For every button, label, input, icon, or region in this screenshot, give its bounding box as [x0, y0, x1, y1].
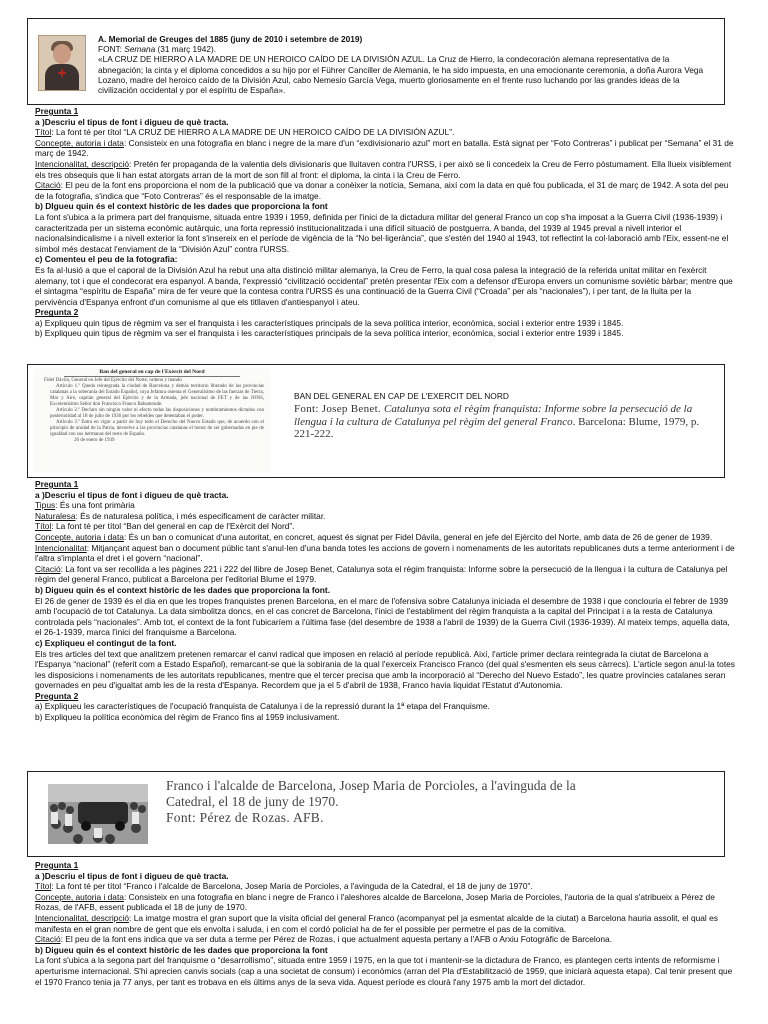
portrait-photo: [38, 35, 86, 91]
answer-concepte: Concepte, autoria i data: És un ban o comunicat d'una autoritat, en concret, aquest és signat per Fidel Dávila, general en jefe del Ejército del Norte, amb data de 26 de gener de 1939.: [35, 531, 713, 542]
question-b: b) Digueu quin és el context històric de les dades que proporciona la font: [35, 944, 328, 955]
answer-concepte: Concepte, autoria i data: Consisteix en una fotografia en blanc i negre de Franco i l'aleshores alcalde de Barcelona, Josep Maria de Porcioles, l'autoria de la qual s'atribueix a Pérez de Rozas, de l'AFB, essent publicada el 18 de juny de 1970.: [35, 891, 715, 913]
source-box-2: [27, 364, 725, 478]
pregunta-2-b: b) Expliqueu quin tipus de règmim va ser el franquista i les característiques principals de la seva política interior, econòmica, social i exterior entre 1939 i 1845.: [35, 328, 624, 339]
answer-titol: Títol: La font té per títol “Ban del general en cap de l'Exèrcit del Nord”.: [35, 521, 295, 532]
answer-tipus: Tipus: És una font primària: [35, 500, 135, 511]
question-a: a )Descriu el tipus de font i digueu de què tracta.: [35, 870, 229, 881]
question-a: a )Descriu el tipus de font i digueu de què tracta.: [35, 489, 229, 500]
answer-b: La font s'ubica a la primera part del franquisme, situada entre 1939 i 1959, definida per l'inici de la dictadura militar del general Franco un cop s'ha imposat a la Guerra Civil (1936-1939) i caracteritzada per un sistema econòmic autàrquic, una forta repressió institucionalitzada i una difícil situació de postguerra. A banda, del 1939 al 1945 preval a nivell interior el nacionalsindicalisme i a nivell exterior la font s'insereix en el període de vigència de la “No bel·ligerància”, que s'estén del 1940 al 1943, tot reflectint la col·laboració amb l'Eix, essent-ne el símbol més destacat l'enviament de la “División Azul” contra l'URSS.: [35, 211, 729, 254]
pregunta-1-heading: Pregunta 1: [35, 479, 79, 489]
question-c: c) Comenteu el peu de la fotografia:: [35, 254, 178, 265]
answer-concepte: Concepte, autoria i data: Consisteix en una fotografia en blanc i negre de la mare d'un “exdivisionario azul” mort en batalla. Està signat per “Foto Contreras” i publicat per “Semana” el 31 de març de 1942.: [35, 137, 734, 159]
pregunta-2-heading: Pregunta 2: [35, 690, 79, 701]
question-b: b) DIgueu quin és el context històric de les dades que proporciona la font: [35, 201, 328, 212]
answer-citacio: Citació: El peu de la font ens proporciona el nom de la publicació que va donar a conèixer la notícia, Semana, així com la data en què fou publicada, el 31 de març de 1942. A sota del peu de la fotografia, s'indica que “Foto Contreras” és el responsable de la imatge.: [35, 180, 729, 201]
answer-b: El 26 de gener de 1939 és el dia en que les tropes franquistes prenen Barcelona, en el marc de l'ofensiva sobre Catalunya iniciada el desembre de 1938 i que conclouria el febrer de 1939 amb l'ocupació de tot Catalunya. La data simbolitza doncs, en el cas concret de Barcelona, l'inici de l'establiment del règim franquista a la capital del Principat i a la resta de Catalunya controlada pels “nacionales”. Amb tot, el context de la font l'ubicaríem a l'última fase (del desembre de 1938 a l'abril de 1939) de la Guerra Civil (1936-1939). Al mateix temps, aquella data, el 26-1-1939, marca l'inici del franquisme a Barcelona.: [35, 595, 730, 638]
crowd-photo: [48, 784, 148, 844]
question-c: c) Expliqueu el contingut de la font.: [35, 637, 177, 648]
source-2-title: BAN DEL GENERAL EN CAP DE L'EXERCIT DEL NORD: [294, 391, 509, 401]
answer-naturalesa: Naturalesa: És de naturalesa política, i més especificament de caràcter militar.: [35, 510, 326, 521]
answer-titol: Títol: La font té per títol “Franco i l'alcalde de Barcelona, Josep Maria de Porcioles, a l'avinguda de la Catedral, el 18 de juny de 1970”.: [35, 881, 533, 892]
source-3-caption: Franco i l'alcalde de Barcelona, Josep Maria de Porcioles, a l'avinguda de la Catedral, el 18 de juny de 1970. Font: Pérez de Rozas. AFB.: [166, 778, 586, 826]
source-1-heading: A. Memorial de Greuges del 1885 (juny de 2010 i setembre de 2019): [98, 34, 363, 44]
source-box-3: [27, 771, 725, 857]
pregunta-2-a: a) Expliqueu les característiques de l'ocupació franquista de Catalunya i de la repressió durant la 1ª etapa del Franquisme.: [35, 701, 490, 712]
answer-citacio: Citació: El peu de la font ens indica que va ser duta a terme per Pérez de Rozas, i que actualment aquesta pertany a l'AFB o Arxiu Fotogràfic de Barcelona.: [35, 934, 613, 945]
answer-intencionalitat: Intencionalitat, descripció: Pretén fer propaganda de la valentia dels divisionaris que lluitaven contra l'URSS, i per això se li concedeix la Creu de Ferro pòstumament. Ella llueix visiblement els tres obsequis que li han estat atorgats arran de la mort de son fill al front: el diploma, la cinta i la Creu de Ferro.: [35, 158, 732, 180]
source-1-quote: «LA CRUZ DE HIERRO A LA MADRE DE UN HEROICO CAÍDO DE LA DIVISIÓN AZUL. La Cruz de Hierro, la condecoración alemana representativa de la abnegación; la cinta y el diploma concedidos a su hijo por el Führer Canciller de Alemania, le ha sido impuesta, en una emocionante ceremonia, a doña Aurora Vega Lozano, madre del heroico caído de la División Azul, cabo Nemesio García Vega, muerto gloriosamente en el frente ruso luchando por las grandes ideas de la civilización occidental y por el espíritu de España».: [98, 54, 704, 96]
answer-intencionalitat: Intencionalitat: Mitjançant aquest ban o document públic tant s'anul·len d'una banda totes les accions de govern i nomenaments de les autoritats republicanes duts a terme anteriorment i de l'altra s'implanta el dret i el govern “nacional”.: [35, 542, 735, 564]
answer-b: La font s'ubica a la segona part del franquisme o “desarrollismo”, situada entre 1959 i 1975, en la que tot i mantenir-se la dictadura de Franco, es plantegen certs intents de reformisme i aperturisme internacional. S'hi aprecien canvis socials (cap a una societat de consum) i econòmics (arran del Pla d'Estabilització de 1959, que iniciarà aquesta etapa). Cal tenir present que el 1970 Franco tenia ja 77 anys, per tant es trobava en els últims anys de la seva vida. Aquest període es clourà l'any 1975 amb la mort del dictador.: [35, 955, 733, 987]
scanned-decree: Ban del general en cap de l'Exèrcit del Nord Fidel Dávila, General en Jefe del Ejército del Norte, ordeno y mando Artículo 1.º Queda reintegrada la ciudad de Barcelona y demás territorio liberado de las provincias catalanas a la soberanía del Estado Español, cuya Jefatura ostenta el Generalísimo de las fuerzas de Tierra, Mar y Aire, capitán general del Ejército y de la Armada, jefe nacional de FET y de las JONS, Excelentísimo Señor don Francisco Franco Bahamonde. Artículo 2.º Declaro sin ningún valor ni efecto todas las disposiciones y nombramientos dictados con posterioridad al 18 de julio de 1936 por los rebeldes que detentaban el poder. Artículo 3.º Entra en vigor a partir de hoy todo el Derecho del Nuevo Estado que, de acuerdo con el principio de unidad de la Patria, devuelve a las provincias catalanas el honor de ser gobernadas en pie de igualdad con sus hermanas del resto de España. 26 de enero de 1939: [34, 369, 270, 473]
question-b: b) Digueu quin és el context històric de les dades que proporciona la font.: [35, 584, 331, 595]
pregunta-1-heading: Pregunta 1: [35, 860, 79, 870]
pregunta-2-heading: Pregunta 2: [35, 307, 79, 318]
source-3-font: Font: Pérez de Rozas. AFB.: [166, 810, 324, 825]
pregunta-2-b: b) Expliqueu la política econòmica del règim de Franco fins al 1959 inclusivament.: [35, 712, 340, 723]
source-1-font: FONT: Semana (31 març 1942).: [98, 44, 217, 55]
pregunta-1-heading: Pregunta 1: [35, 106, 79, 116]
answer-citacio: Citació: La font va ser recollida a les pàgines 221 i 222 del llibre de Josep Benet, Catalunya sota el règim franquista: Informe sobre la persecució de la llengua i la cultura de Catalunya pel règim del general Franco, publicat a Barcelona per l'editorial Blume el 1979.: [35, 563, 728, 585]
section-3: [35, 860, 735, 987]
answer-intencionalitat: Intencionalitat, descripció: La imatge mostra el gran suport que la visita oficial del general Franco (acompanyat pel ja esmentat alcalde de la ciutat) a Barcelona hauria assolit, el qual es manifesta en el gran nombre de gent que els envolta i saluda, i en com el cordó policial ha de fer el possible per permetre el pas de la comitiva.: [35, 912, 718, 934]
section-1: [35, 106, 735, 339]
answer-titol: Títol: La font té per títol “LA CRUZ DE HIERRO A LA MADRE DE UN HEROICO CAÍDO DE LA DIVISIÓN AZUL”.: [35, 127, 455, 138]
answer-c: Es fa al·lusió a que el caporal de la División Azul ha rebut una alta distinció militar alemanya, la Creu de Ferro, la qual cosa palesa la integració de la referida unitat militar en l'exèrcit alemany, tot i que el condecorat era espanyol. A banda, l'expressió “civilització occidental” pretén presentar l'Eix com a defensor d'Europa envers un comunisme soviètic bàrbar; mentre que el sintagma “espíritu de España” mira de fer veure que la contesa contra l'URSS és una continuació de la Guerra Civil (“Croada” per als “nacionales”), i per tant, de la lluita per la pervivència d'Espanya enfront d'un comunisme al que els titllaven d'antiespanyol i ateu.: [35, 264, 733, 307]
section-2: [35, 479, 735, 723]
pregunta-2-a: a) Expliqueu quin tipus de règmim va ser el franquista i les característiques principals de la seva política interior, econòmica, social i exterior entre 1939 i 1845.: [35, 317, 624, 328]
answer-c: Els tres articles del text que analitzem pretenen remarcar el canvi radical que imposen en relació al període republicà. Així, l'article primer declara reintegrada la ciutat de Barcelona a l'Espanya “nacional” (referit com a Estado Español), remarcant-se que la sobirania de la qual l'exerceix Francisco Franco (del qual s'esmenten els seus càrrecs). L'article segon anul·la totes les disposicions i nomenaments de les autoritats republicanes, mentre que el tercer precisa que amb la incorporació al “Derecho del Nuevo Estado”, les quatre províncies catalanes seran governades en peu d'igualtat amb les de la resta d'Espanya. Recordem que ja el 5 d'abril de 1938, Franco havia liquidat l'Estatut d'Autonomia.: [35, 648, 735, 691]
source-2-font: Font: Josep Benet. Catalunya sota el règim franquista: Informe sobre la persecució de la llengua i la cultura de Catalunya pel règim del general Franco. Barcelona: Blume, 1979, p. 221-222.: [294, 403, 700, 440]
question-a: a )Descriu el tipus de font i digueu de què tracta.: [35, 116, 229, 127]
source-1-text: [98, 34, 714, 95]
source-box-1: [27, 18, 725, 105]
